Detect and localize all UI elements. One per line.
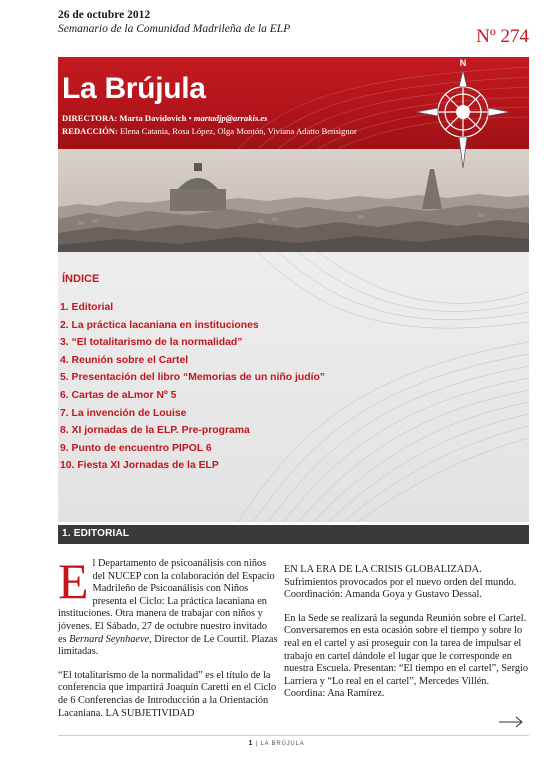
article-text: l Departamento de psicoanálisis con niños del NUCEP con la colaboración del Espacio Madrileño de Psicoanálisis con Niños presenta el Ciclo: La práctica lacaniana en instituciones. Otra manera de trabajar con niños y jóvenes. El Sábado, 27 de octubre nuestro invitado es	[58, 558, 275, 645]
index-list	[60, 299, 325, 475]
issue-number: Nº 274	[476, 26, 529, 47]
article-column-right	[284, 564, 528, 701]
footer-publication-name: LA BRÚJULA	[260, 741, 305, 747]
editorial-staff-label: REDACCIÓN:	[62, 126, 118, 136]
section-title: 1. EDITORIAL	[62, 528, 130, 539]
compass-north-letter: N	[459, 58, 467, 68]
masthead-title: La Brújula	[62, 72, 206, 105]
index-item-invencion-louise[interactable]: 7. La invención de Louise	[60, 407, 187, 419]
index-item-editorial[interactable]: 1. Editorial	[60, 302, 114, 313]
index-item-fiesta-jornadas[interactable]: 10. Fiesta XI Jornadas de la ELP	[60, 460, 219, 472]
index-item-cartas-almor[interactable]: 6. Cartas de aLmor Nº 5	[60, 389, 177, 401]
article-paragraph-3: EN LA ERA DE LA CRISIS GLOBALIZADA. Sufrimientos provocados por el nuevo orden del mundo. Coordinación: Amanda Goya y Gustavo Dessal.	[284, 564, 517, 601]
guest-name: Bernard Seynhaeve	[69, 633, 150, 645]
index-item-practica-lacaniana[interactable]: 2. La práctica lacaniana en instituciones	[60, 319, 259, 331]
section-header-editorial	[58, 525, 529, 544]
index-item-presentacion-libro[interactable]: 5. Presentación del libro “Memorias de un niño judío”	[60, 372, 326, 384]
index-item-totalitarismo[interactable]: 3. “El totalitarismo de la normalidad”	[60, 337, 243, 349]
article-column-left	[58, 553, 278, 720]
editorial-staff-names: Elena Catania, Rosa López, Olga Montón, Viviana Adatto Bensignor	[120, 126, 357, 136]
publication-subtitle: Semanario de la Comunidad Madrileña de la ELP	[58, 23, 291, 35]
compass-logo-icon	[408, 56, 518, 186]
index-heading: ÍNDICE	[62, 273, 100, 285]
drop-cap: E	[58, 553, 89, 609]
article-paragraph-4: En la Sede se realizará la segunda Reunión sobre el Cartel. Conversaremos en esta ocasión sobre el tiempo y sobre lo real en el cartel y así proseguir con la tarea de impulsar el trabajo en cartel dándole el lugar que le corresponde en nuestra Escuela. Presentan: “El tiempo en el cartel”, Sergio Larriera y “Lo real en el cartel”, Mercedes Villén. Coordina: Ana Ramírez.	[284, 612, 528, 700]
page-number: 1	[248, 740, 254, 747]
editorial-staff-line	[62, 126, 357, 136]
issue-date: 26 de octubre 2012	[58, 9, 151, 21]
director-email-link[interactable]: martadjp@arrakis.es	[193, 113, 268, 123]
footer-divider	[58, 735, 529, 736]
index-panel	[58, 252, 529, 522]
page-footer	[0, 740, 553, 747]
next-page-arrow-icon[interactable]	[498, 716, 524, 728]
article-text: , Director de Le Courtil. Plazas limitadas.	[58, 633, 278, 658]
index-item-xi-jornadas[interactable]: 8. XI jornadas de la ELP. Pre-programa	[60, 425, 250, 437]
article-paragraph-2: “El totalitarismo de la normalidad” es el título de la conferencia que impartirá Joaquín Caretti en el Ciclo de 6 Conferencias de Introducción a la Orientación Lacaniana. LA SUBJETIVIDAD	[58, 669, 277, 719]
index-item-reunion-cartel[interactable]: 4. Reunión sobre el Cartel	[60, 354, 189, 366]
article-paragraph-1	[58, 553, 278, 659]
index-item-pipol-6[interactable]: 9. Punto de encuentro PIPOL 6	[60, 442, 212, 454]
director-label: DIRECTORA: Marta Davidovich •	[62, 113, 192, 123]
footer-separator: |	[253, 741, 261, 747]
director-line	[62, 113, 268, 123]
